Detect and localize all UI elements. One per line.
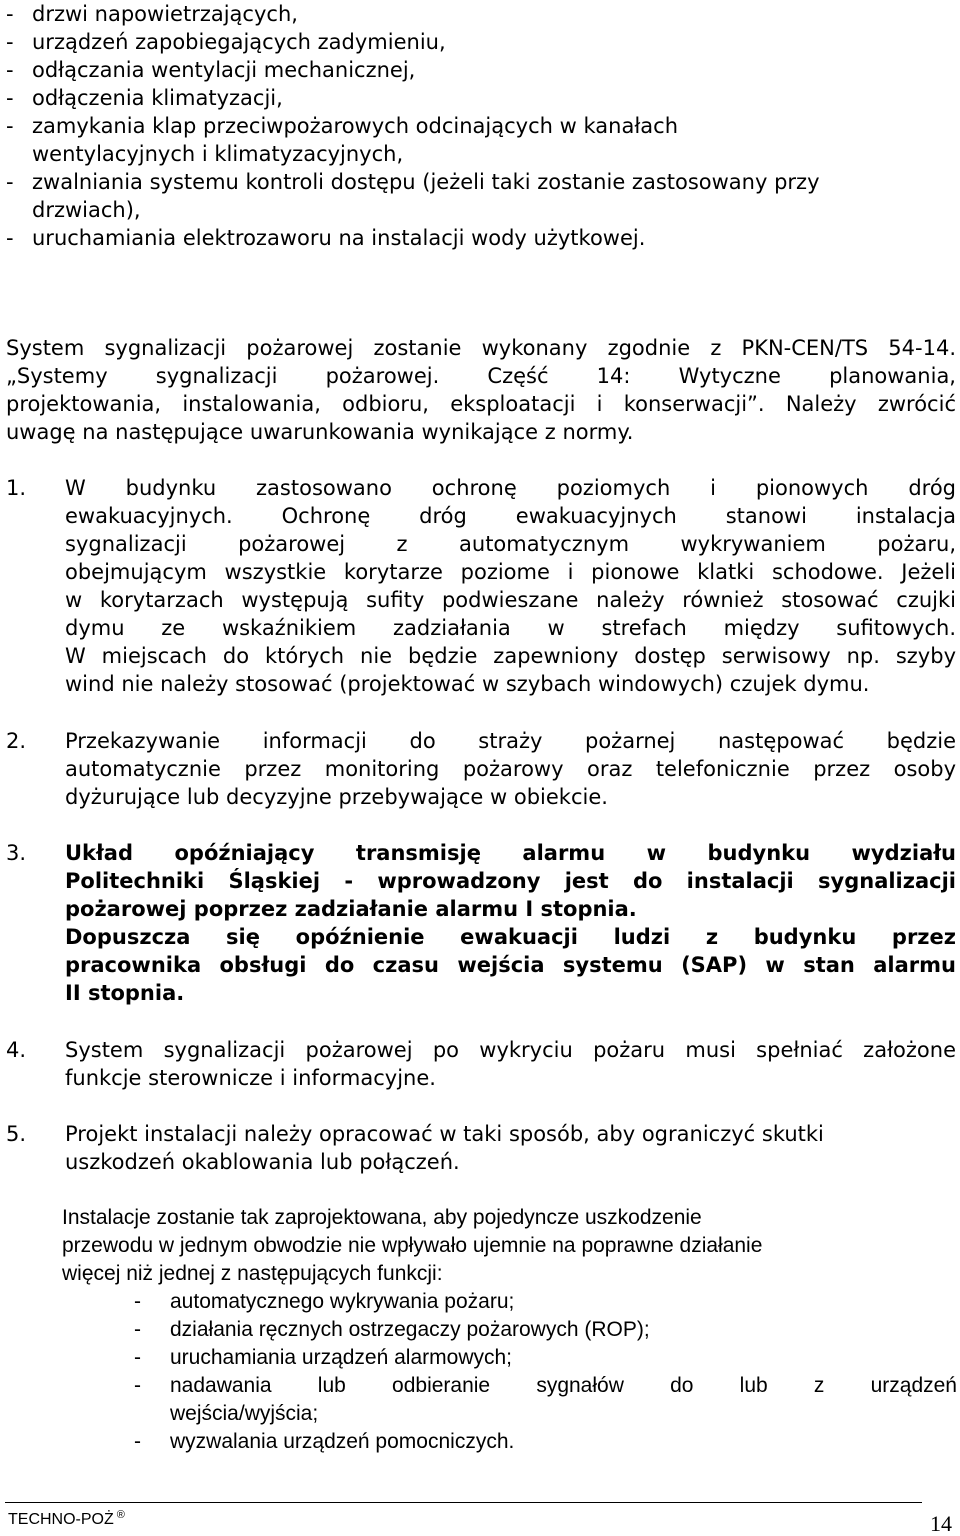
item-line: W miejscach do których nie będzie zapewniony dostęp serwisowy np. szyby	[65, 644, 956, 668]
item-line: funkcje sterownicze i informacyjne.	[65, 1066, 436, 1090]
item-line: sygnalizacji pożarowej z automatycznym wykrywaniem pożaru,	[65, 532, 956, 556]
list-item	[6, 224, 956, 252]
list-item	[134, 1316, 957, 1344]
list-dash: -	[6, 58, 14, 82]
numbered-item-3	[6, 839, 956, 1007]
list-item-text: odłączenia klimatyzacji,	[32, 86, 283, 110]
item-line: II stopnia.	[65, 981, 185, 1005]
list-item-line: wejścia/wyjścia;	[170, 1402, 319, 1425]
list-item-text: drzwi napowietrzających,	[32, 2, 298, 26]
list-item	[6, 0, 956, 28]
list-item	[134, 1428, 957, 1456]
item-body	[65, 839, 956, 1007]
list-dash: -	[6, 114, 14, 138]
list-item-line: zwalniania systemu kontroli dostępu (jeżeli taki zostanie zastosowany przy	[32, 170, 820, 194]
list-item-text	[170, 1344, 957, 1372]
list-dash: -	[6, 170, 14, 194]
list-dash: -	[134, 1290, 141, 1313]
registered-mark: ®	[116, 1508, 125, 1521]
list-item-text: urządzeń zapobiegających zadymieniu,	[32, 30, 446, 54]
list-item	[6, 112, 956, 168]
list-item-text	[32, 112, 956, 168]
item-line: Politechniki Śląskiej - wprowadzony jest do instalacji sygnalizacji	[65, 869, 956, 893]
item-line: automatycznie przez monitoring pożarowy oraz telefonicznie przez osoby	[65, 757, 956, 781]
list-item-text: odłączania wentylacji mechanicznej,	[32, 58, 416, 82]
list-dash: -	[134, 1430, 141, 1453]
item-line: W budynku zastosowano ochronę poziomych i pionowych dróg	[65, 476, 956, 500]
installation-paragraph	[62, 1204, 957, 1456]
item-number: 1.	[6, 476, 27, 500]
list-item-text	[170, 1316, 957, 1344]
item-line: Przekazywanie informacji do straży pożarnej następować będzie	[65, 729, 956, 753]
intro-function-list	[6, 0, 956, 252]
list-item-line: działania ręcznych ostrzegaczy pożarowych (ROP);	[170, 1318, 650, 1341]
list-item-text: uruchamiania elektrozaworu na instalacji wody użytkowej.	[32, 226, 646, 250]
list-item-text	[170, 1372, 957, 1428]
list-dash: -	[6, 226, 14, 250]
installation-function-list	[134, 1288, 957, 1456]
list-item-text	[32, 168, 956, 224]
list-item	[134, 1344, 957, 1372]
list-item-line: automatycznego wykrywania pożaru;	[170, 1290, 515, 1313]
page-number: 14	[930, 1511, 952, 1536]
list-item-line: wyzwalania urządzeń pomocniczych.	[170, 1430, 515, 1453]
item-line: Projekt instalacji należy opracować w taki sposób, aby ograniczyć skutki	[65, 1122, 824, 1146]
list-item	[6, 168, 956, 224]
paragraph-line: projektowania, instalowania, odbioru, eksploatacji i konserwacji”. Należy zwrócić	[6, 392, 956, 416]
item-line: w korytarzach występują sufity podwieszane należy również stosować czujki	[65, 588, 956, 612]
list-item-line: drzwiach),	[32, 198, 141, 222]
list-item	[134, 1288, 957, 1316]
list-dash: -	[6, 86, 14, 110]
footer-brand	[8, 1510, 125, 1530]
numbered-item-row	[6, 1036, 956, 1092]
item-line: uszkodzeń okablowania lub połączeń.	[65, 1150, 460, 1174]
list-dash: -	[134, 1374, 141, 1397]
list-item	[6, 84, 956, 112]
item-line: obejmującym wszystkie korytarze poziome i pionowe klatki schodowe. Jeżeli	[65, 560, 956, 584]
footer-brand-name: TECHNO-POŻ	[8, 1511, 114, 1528]
list-item-line: wentylacyjnych i klimatyzacyjnych,	[32, 142, 404, 166]
item-number: 5.	[6, 1122, 27, 1146]
numbered-item-row	[6, 1120, 956, 1176]
item-body	[65, 727, 956, 811]
numbered-item-1	[6, 474, 956, 698]
list-dash: -	[134, 1318, 141, 1341]
list-item-text	[170, 1428, 957, 1456]
item-line: System sygnalizacji pożarowej po wykryciu pożaru musi spełniać założone	[65, 1038, 956, 1062]
item-line: wind nie należy stosować (projektować w szybach windowych) czujek dymu.	[65, 672, 870, 696]
paragraph-line: więcej niż jednej z następujących funkcji:	[62, 1262, 443, 1285]
paragraph-line: System sygnalizacji pożarowej zostanie wykonany zgodnie z PKN-CEN/TS 54-14.	[6, 336, 956, 360]
list-dash: -	[134, 1346, 141, 1369]
item-number: 3.	[6, 841, 27, 865]
numbered-item-5	[6, 1120, 956, 1176]
item-line: ewakuacyjnych. Ochronę dróg ewakuacyjnych stanowi instalacja	[65, 504, 956, 528]
list-item-line: uruchamiania urządzeń alarmowych;	[170, 1346, 512, 1369]
list-dash: -	[6, 30, 14, 54]
paragraph-line: „Systemy sygnalizacji pożarowej. Część 14: Wytyczne planowania,	[6, 364, 956, 388]
paragraph-line: Instalacje zostanie tak zaprojektowana, aby pojedyncze uszkodzenie	[62, 1206, 702, 1229]
item-body	[65, 474, 956, 698]
item-number: 2.	[6, 729, 27, 753]
list-item	[134, 1372, 957, 1428]
standard-paragraph	[6, 334, 956, 446]
list-item-text	[170, 1288, 957, 1316]
numbered-item-row	[6, 839, 956, 1007]
numbered-item-4	[6, 1036, 956, 1092]
item-number: 4.	[6, 1038, 27, 1062]
numbered-item-row	[6, 727, 956, 811]
item-body	[65, 1120, 956, 1176]
list-dash: -	[6, 2, 14, 26]
list-item	[6, 28, 956, 56]
item-line: Układ opóźniający transmisję alarmu w budynku wydziału	[65, 841, 956, 865]
item-line: Dopuszcza się opóźnienie ewakuacji ludzi z budynku przez	[65, 925, 956, 949]
item-line: pracownika obsługi do czasu wejścia systemu (SAP) w stan alarmu	[65, 953, 956, 977]
list-item-line: nadawania lub odbieranie sygnałów do lub z urządzeń	[170, 1374, 957, 1397]
list-item	[6, 56, 956, 84]
list-item-line: zamykania klap przeciwpożarowych odcinających w kanałach	[32, 114, 679, 138]
numbered-item-2	[6, 727, 956, 811]
item-line: pożarowej poprzez zadziałanie alarmu I stopnia.	[65, 897, 637, 921]
footer-divider	[5, 1502, 922, 1503]
item-line: dyżurujące lub decyzyjne przebywające w obiekcie.	[65, 785, 608, 809]
paragraph-line: przewodu w jednym obwodzie nie wpływało ujemnie na poprawne działanie	[62, 1234, 763, 1257]
numbered-item-row	[6, 474, 956, 698]
paragraph-line: uwagę na następujące uwarunkowania wynikające z normy.	[6, 420, 634, 444]
item-line: dymu ze wskaźnikiem zadziałania w strefach między sufitowych.	[65, 616, 956, 640]
item-body	[65, 1036, 956, 1092]
